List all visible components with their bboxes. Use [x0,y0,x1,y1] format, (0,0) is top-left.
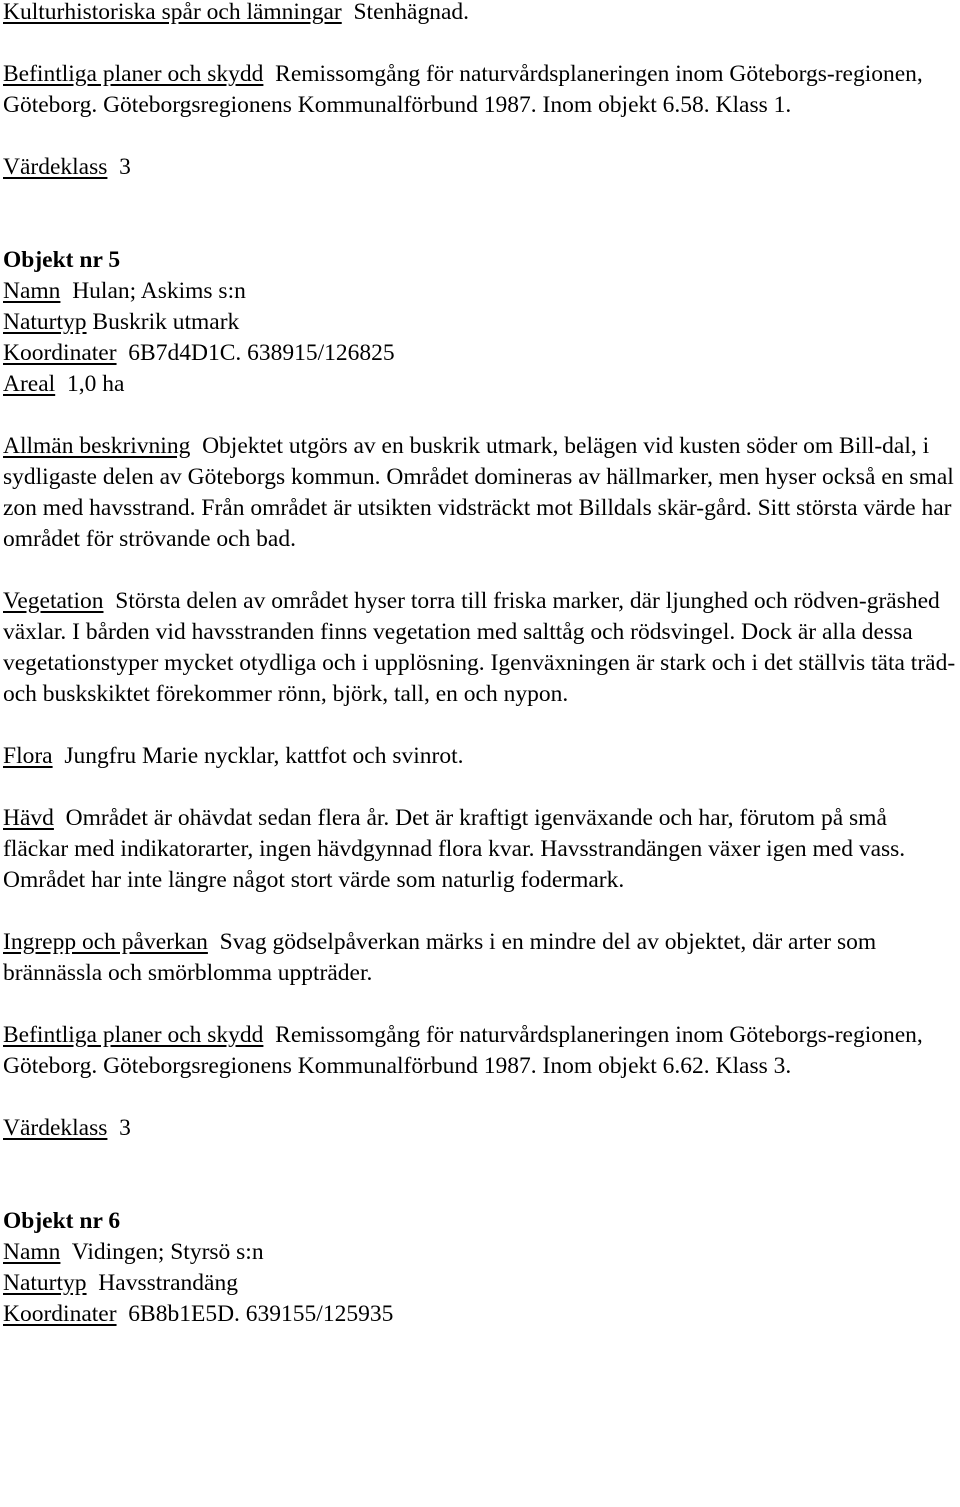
field-value: 6B8b1E5D. 639155/125935 [128,1301,394,1327]
field-label: Flora [3,743,53,769]
field-value: Buskrik utmark [92,309,240,335]
field-namn [3,276,957,307]
document-page [3,0,957,1330]
field-label: Befintliga planer och skydd [3,1022,264,1048]
field-naturtyp [3,1268,957,1299]
object-heading: Objekt nr 5 [3,247,121,273]
field-value: Objektet utgörs av en buskrik utmark, belägen vid kusten söder om Bill-dal, i sydligaste delen av Göteborgs kommun. Området domineras av hällmarker, men hyser också en smal zon med havsstrand. Från området är utsikten vidsträckt mot Billdals skär-gård. Sitt största värde har området för strövande och bad. [3,433,954,552]
field-value: 6B7d4D1C. 638915/126825 [128,340,395,366]
field-label: Vegetation [3,588,104,614]
field-label: Areal [3,371,56,397]
field-value: Svag gödselpåverkan märks i en mindre del av objektet, där arter som brännässla och smörblomma uppträder. [3,929,877,986]
field-naturtyp [3,307,957,338]
field-value: Stenhägnad. [353,0,469,25]
field-value: Största delen av området hyser torra till friska marker, där ljunghed och rödven-gräshed växlar. I bården vid havsstranden finns vegetation med salttåg och rödsvingel. Dock är alla dessa vegetationstyper mycket otydliga och i upplösning. Igenväxningen är stark och i det ställvis täta träd- och buskskiktet förekommer rönn, björk, tall, en och nypon. [3,588,956,707]
field-havd [3,803,957,896]
field-allman-beskrivning [3,431,957,555]
field-label: Värdeklass [3,154,108,180]
field-vegetation [3,586,957,710]
field-label: Koordinater [3,1301,117,1327]
field-label: Värdeklass [3,1115,108,1141]
field-namn [3,1237,957,1268]
field-value: 3 [119,1115,131,1141]
field-label: Naturtyp [3,309,87,335]
field-value: Området är ohävdat sedan flera år. Det är kraftigt igenväxande och har, förutom på små fläckar med indikatorarter, ingen hävdgynnad flora kvar. Havsstrandängen växer igen med vass. Området har inte längre något stort värde som naturlig fodermark. [3,805,906,893]
field-ingrepp [3,927,957,989]
field-label: Befintliga planer och skydd [3,61,264,87]
field-value: Havsstrandäng [98,1270,238,1296]
field-label: Kulturhistoriska spår och lämningar [3,0,342,25]
field-areal [3,369,957,400]
field-label: Naturtyp [3,1270,87,1296]
field-label: Hävd [3,805,54,831]
field-value: 3 [119,154,131,180]
field-label: Koordinater [3,340,117,366]
field-befintliga-planer [3,59,957,121]
field-label: Namn [3,278,61,304]
field-koordinater [3,1299,957,1330]
field-value: Remissomgång för naturvårdsplaneringen inom Göteborgs-regionen, Göteborg. Göteborgsregionens Kommunalförbund 1987. Inom objekt 6.62. Klass 3. [3,1022,923,1079]
field-value: Remissomgång för naturvårdsplaneringen inom Göteborgs-regionen, Göteborg. Göteborgsregionens Kommunalförbund 1987. Inom objekt 6.58. Klass 1. [3,61,923,118]
field-label: Ingrepp och påverkan [3,929,208,955]
object-heading: Objekt nr 6 [3,1208,121,1234]
field-befintliga-planer [3,1020,957,1082]
field-value: 1,0 ha [66,371,125,397]
field-value: Hulan; Askims s:n [72,278,246,304]
field-kulturhistoriska [3,0,957,28]
field-value: Jungfru Marie nycklar, kattfot och svinrot. [64,743,464,769]
field-flora [3,741,957,772]
field-vardeklass [3,152,957,183]
field-koordinater [3,338,957,369]
field-label: Allmän beskrivning [3,433,191,459]
field-value: Vidingen; Styrsö s:n [71,1239,264,1265]
field-vardeklass [3,1113,957,1144]
field-label: Namn [3,1239,61,1265]
